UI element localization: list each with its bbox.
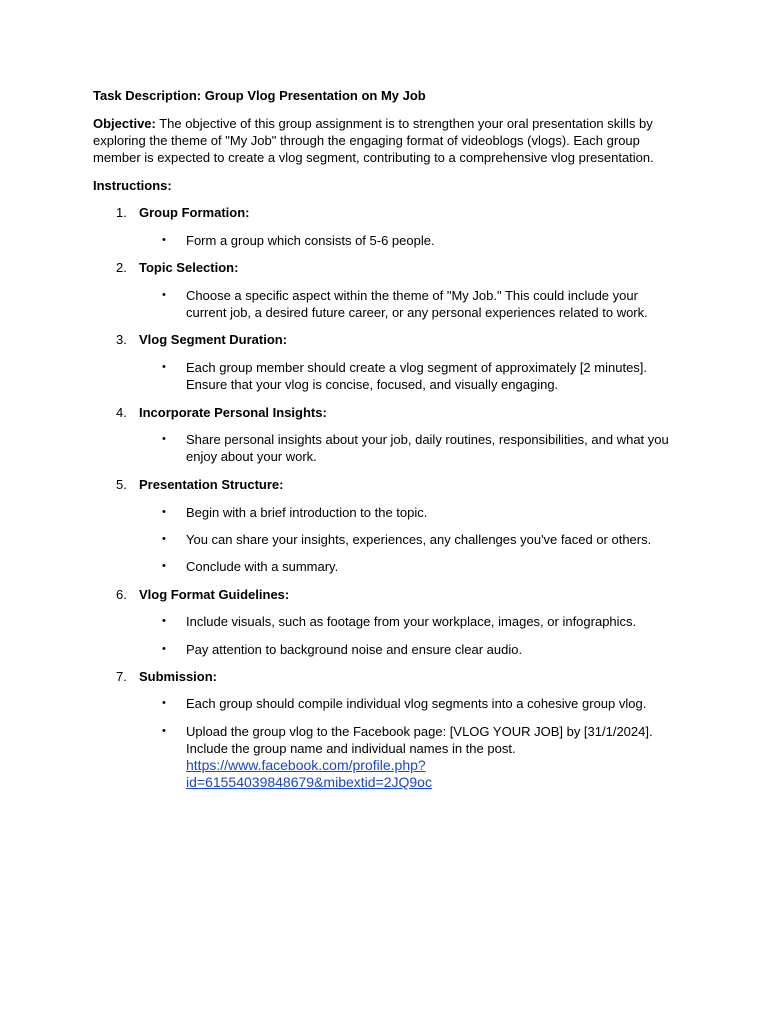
bullet-text: current job, a desired future career, or any personal experiences related to work. — [186, 305, 648, 320]
bullet-icon: • — [162, 289, 166, 301]
bullet-text: Share personal insights about your job, daily routines, responsibilities, and what you — [186, 432, 669, 447]
section-number: 7. — [116, 669, 127, 684]
bullet-icon: • — [162, 433, 166, 445]
bullet-icon: • — [162, 725, 166, 737]
bullet-text: Pay attention to background noise and ensure clear audio. — [186, 642, 523, 657]
bullet-icon: • — [162, 234, 166, 246]
section-heading: Vlog Format Guidelines: — [139, 587, 290, 602]
section-number: 2. — [116, 260, 127, 275]
bullet-text: Begin with a brief introduction to the topic. — [186, 505, 428, 520]
bullet-icon: • — [162, 361, 166, 373]
bullet-text: enjoy about your work. — [186, 449, 317, 464]
bullet-text: You can share your insights, experiences, any challenges you've faced or others. — [186, 532, 652, 547]
section-number: 3. — [116, 332, 127, 347]
bullet-icon: • — [162, 560, 166, 572]
bullet-text: Include visuals, such as footage from your workplace, images, or infographics. — [186, 614, 637, 629]
section-heading: Vlog Segment Duration: — [139, 332, 288, 347]
section-heading: Group Formation: — [139, 205, 250, 220]
section-heading: Topic Selection: — [139, 260, 239, 275]
instructions-label: Instructions: — [93, 178, 172, 193]
objective-text-3: member is expected to create a vlog segment, contributing to a comprehensive vlog presentation. — [93, 150, 654, 165]
bullet-text: Conclude with a summary. — [186, 559, 339, 574]
bullet-icon: • — [162, 643, 166, 655]
bullet-text: Form a group which consists of 5-6 people. — [186, 233, 435, 248]
document-title: Task Description: Group Vlog Presentation on My Job — [93, 88, 426, 103]
facebook-link-line-1: https://www.facebook.com/profile.php? — [186, 757, 426, 773]
bullet-text: Upload the group vlog to the Facebook page: [VLOG YOUR JOB] by [31/1/2024]. — [186, 724, 653, 739]
bullet-text: Ensure that your vlog is concise, focused, and visually engaging. — [186, 377, 559, 392]
objective-label: Objective: — [93, 116, 156, 131]
bullet-text: Choose a specific aspect within the theme of "My Job." This could include your — [186, 288, 638, 303]
section-heading: Presentation Structure: — [139, 477, 284, 492]
bullet-icon: • — [162, 697, 166, 709]
section-heading: Incorporate Personal Insights: — [139, 405, 327, 420]
bullet-icon: • — [162, 615, 166, 627]
facebook-link[interactable] — [186, 757, 432, 791]
section-number: 6. — [116, 587, 127, 602]
objective-text-2: exploring the theme of "My Job" through the engaging format of videoblogs (vlogs). Each group — [93, 133, 640, 148]
facebook-link-line-2: id=61554039848679&mibextid=2JQ9oc — [186, 774, 432, 790]
section-number: 4. — [116, 405, 127, 420]
bullet-text: Each group should compile individual vlog segments into a cohesive group vlog. — [186, 696, 647, 711]
bullet-icon: • — [162, 533, 166, 545]
section-number: 5. — [116, 477, 127, 492]
section-heading: Submission: — [139, 669, 218, 684]
objective-line-1 — [93, 115, 653, 132]
bullet-text: Each group member should create a vlog segment of approximately [2 minutes]. — [186, 360, 648, 375]
objective-text-1: The objective of this group assignment is to strengthen your oral presentation skills by — [155, 116, 653, 131]
bullet-text: Include the group name and individual names in the post. — [186, 741, 516, 756]
bullet-icon: • — [162, 506, 166, 518]
section-number: 1. — [116, 205, 127, 220]
